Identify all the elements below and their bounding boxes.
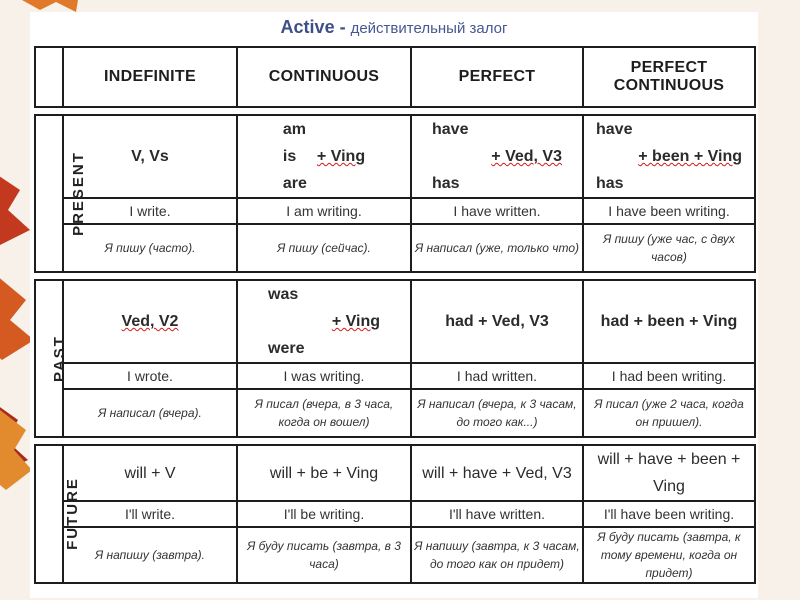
present-translation-perfect: Я написал (уже, только что) [411,224,583,272]
present-formula-row [35,115,755,198]
present-example-perfect-continuous: I have been writing. [583,198,755,224]
future-perfect-continuous-formula: will + have + been + Ving [583,445,755,501]
past-perfect-formula: had + Ved, V3 [411,280,583,363]
present-example-indefinite: I write. [63,198,237,224]
present-translation-continuous: Я пишу (сейчас). [237,224,411,272]
future-translation-perfect-continuous: Я буду писать (завтра, к тому времени, когда он придет) [583,527,755,583]
separator-row [35,107,755,115]
autumn-leaf-decoration-bottom [0,400,34,500]
tenses-table [34,46,756,584]
future-indefinite-formula: will + V [63,445,237,501]
header-row [35,47,755,107]
past-translation-perfect: Я написал (вчера, к 3 часам, до того как...) [411,389,583,437]
header-continuous: CONTINUOUS [237,47,411,107]
future-example-perfect: I'll have written. [411,501,583,527]
corner-cell [35,47,63,107]
present-translation-indefinite: Я пишу (часто). [63,224,237,272]
present-example-perfect: I have written. [411,198,583,224]
past-formula-row [35,280,755,363]
future-example-indefinite: I'll write. [63,501,237,527]
future-formula-row [35,445,755,501]
past-example-row [35,363,755,389]
past-perfect-continuous-formula: had + been + Ving [583,280,755,363]
future-translation-perfect: Я напишу (завтра, к 3 часам, до того как он придет) [411,527,583,583]
present-perfect-formula: have + Ved, V3 has [411,115,583,198]
present-example-continuous: I am writing. [237,198,411,224]
separator-row [35,437,755,445]
future-example-continuous: I'll be writing. [237,501,411,527]
header-perfect-continuous: PERFECT CONTINUOUS [583,47,755,107]
past-example-continuous: I was writing. [237,363,411,389]
past-example-indefinite: I wrote. [63,363,237,389]
present-perfect-continuous-formula: have + been + Ving has [583,115,755,198]
title-subtitle: действительный залог [350,20,508,37]
present-continuous-formula: am is are + Ving [237,115,411,198]
past-translation-indefinite: Я написал (вчера). [63,389,237,437]
future-continuous-formula: will + be + Ving [237,445,411,501]
section-label-future: FUTURE [35,445,63,583]
past-translation-perfect-continuous: Я писал (уже 2 часа, когда он пришел). [583,389,755,437]
future-example-perfect-continuous: I'll have been writing. [583,501,755,527]
present-example-row [35,198,755,224]
past-translation-continuous: Я писал (вчера, в 3 часа, когда он вошел) [237,389,411,437]
past-example-perfect-continuous: I had been writing. [583,363,755,389]
present-indefinite-formula: V, Vs [63,115,237,198]
past-translation-row [35,389,755,437]
future-translation-continuous: Я буду писать (завтра, в 3 часа) [237,527,411,583]
title-main: Active - [280,17,351,37]
future-translation-indefinite: Я напишу (завтра). [63,527,237,583]
separator-row [35,272,755,280]
future-example-row [35,501,755,527]
future-translation-row [35,527,755,583]
section-label-present: PRESENT [35,115,63,272]
past-continuous-formula: was + Ving were [237,280,411,363]
past-indefinite-formula: Ved, V2 [63,280,237,363]
present-translation-row [35,224,755,272]
future-perfect-formula: will + have + Ved, V3 [411,445,583,501]
slide [30,12,758,598]
past-example-perfect: I had written. [411,363,583,389]
header-perfect: PERFECT [411,47,583,107]
section-label-past: PAST [35,280,63,437]
slide-title [30,12,758,42]
header-indefinite: INDEFINITE [63,47,237,107]
present-translation-perfect-continuous: Я пишу (уже час, с двух часов) [583,224,755,272]
